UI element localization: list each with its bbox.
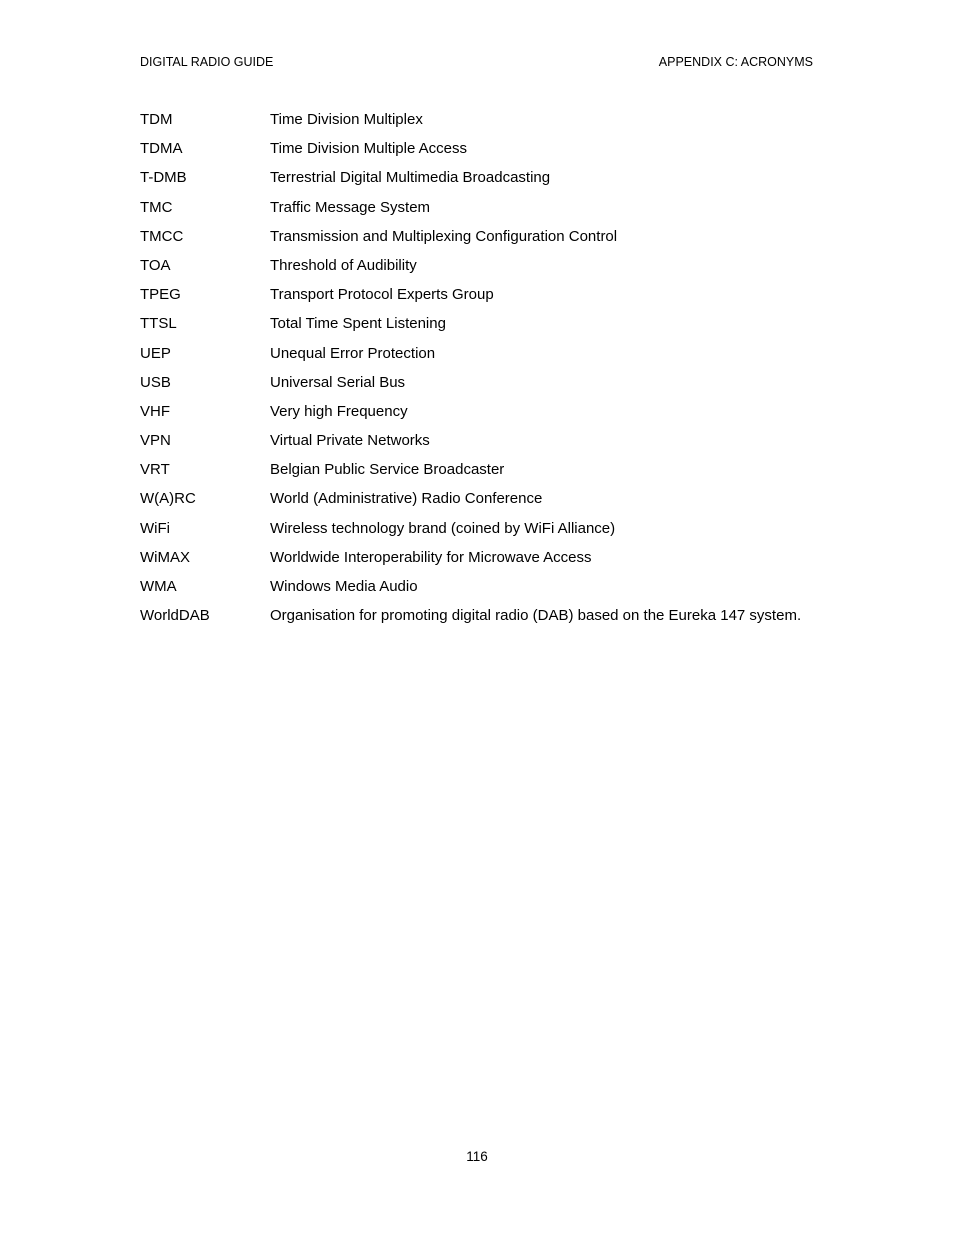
acronym-definition: Transmission and Multiplexing Configuration Control: [270, 227, 618, 245]
acronym-row: [140, 198, 840, 227]
running-header-section: APPENDIX C: ACRONYMS: [658, 55, 813, 69]
acronym-row: [140, 548, 840, 577]
acronym-definition: Threshold of Audibility: [270, 256, 417, 274]
acronym-row: [140, 168, 840, 197]
acronym-row: [140, 606, 840, 635]
acronym-row: [140, 110, 840, 139]
page-number: 116: [466, 1149, 488, 1164]
acronym-definition: Traffic Message System: [270, 198, 431, 216]
acronym-abbreviation: UEP: [140, 344, 171, 362]
acronym-definition: Wireless technology brand (coined by WiFi Alliance): [270, 519, 616, 537]
acronym-abbreviation: VHF: [140, 402, 170, 420]
acronym-definition: Universal Serial Bus: [270, 373, 406, 391]
acronym-abbreviation: TOA: [140, 256, 171, 274]
acronym-abbreviation: VRT: [140, 461, 170, 479]
acronym-row: [140, 344, 840, 373]
acronym-abbreviation: T-DMB: [140, 169, 187, 187]
acronym-definition: Belgian Public Service Broadcaster: [270, 461, 505, 479]
acronym-definition: Very high Frequency: [270, 402, 408, 420]
acronym-row: [140, 577, 840, 606]
acronym-definition: Worldwide Interoperability for Microwave Access: [270, 548, 592, 566]
acronym-abbreviation: TMC: [140, 198, 173, 216]
acronym-abbreviation: TPEG: [140, 286, 181, 304]
acronym-row: [140, 285, 840, 314]
acronym-abbreviation: TMCC: [140, 227, 184, 245]
acronym-abbreviation: TDMA: [140, 140, 183, 158]
acronym-abbreviation: W(A)RC: [140, 490, 196, 508]
acronym-row: [140, 402, 840, 431]
acronym-abbreviation: TDM: [140, 111, 173, 128]
acronym-definition: World (Administrative) Radio Conference: [270, 490, 543, 508]
acronym-row: [140, 373, 840, 402]
acronym-definition: Virtual Private Networks: [270, 432, 430, 450]
acronym-row: [140, 431, 840, 460]
acronym-abbreviation: WorldDAB: [140, 607, 210, 625]
acronym-abbreviation: USB: [140, 373, 171, 391]
acronym-abbreviation: WMA: [140, 578, 177, 595]
acronym-row: [140, 227, 840, 256]
acronym-abbreviation: VPN: [140, 432, 171, 450]
acronym-list: [140, 110, 840, 635]
acronym-definition: Time Division Multiple Access: [270, 140, 467, 158]
acronym-definition: Transport Protocol Experts Group: [270, 286, 494, 304]
acronym-abbreviation: WiFi: [140, 519, 170, 537]
acronym-definition: Organisation for promoting digital radio (DAB) based on the Eureka 147 system.: [270, 607, 802, 625]
acronym-row: [140, 139, 840, 168]
acronym-row: [140, 256, 840, 285]
acronym-row: [140, 519, 840, 548]
acronym-definition: Terrestrial Digital Multimedia Broadcasting: [270, 169, 551, 187]
acronym-abbreviation: TTSL: [140, 315, 177, 333]
acronym-definition: Unequal Error Protection: [270, 344, 436, 362]
acronym-definition: Time Division Multiplex: [270, 111, 423, 128]
acronym-row: [140, 489, 840, 518]
acronym-row: [140, 460, 840, 489]
acronym-abbreviation: WiMAX: [140, 548, 190, 566]
acronym-row: [140, 314, 840, 343]
acronym-definition: Total Time Spent Listening: [270, 315, 446, 333]
acronym-definition: Windows Media Audio: [270, 578, 418, 595]
running-header-title: DIGITAL RADIO GUIDE: [140, 55, 274, 69]
